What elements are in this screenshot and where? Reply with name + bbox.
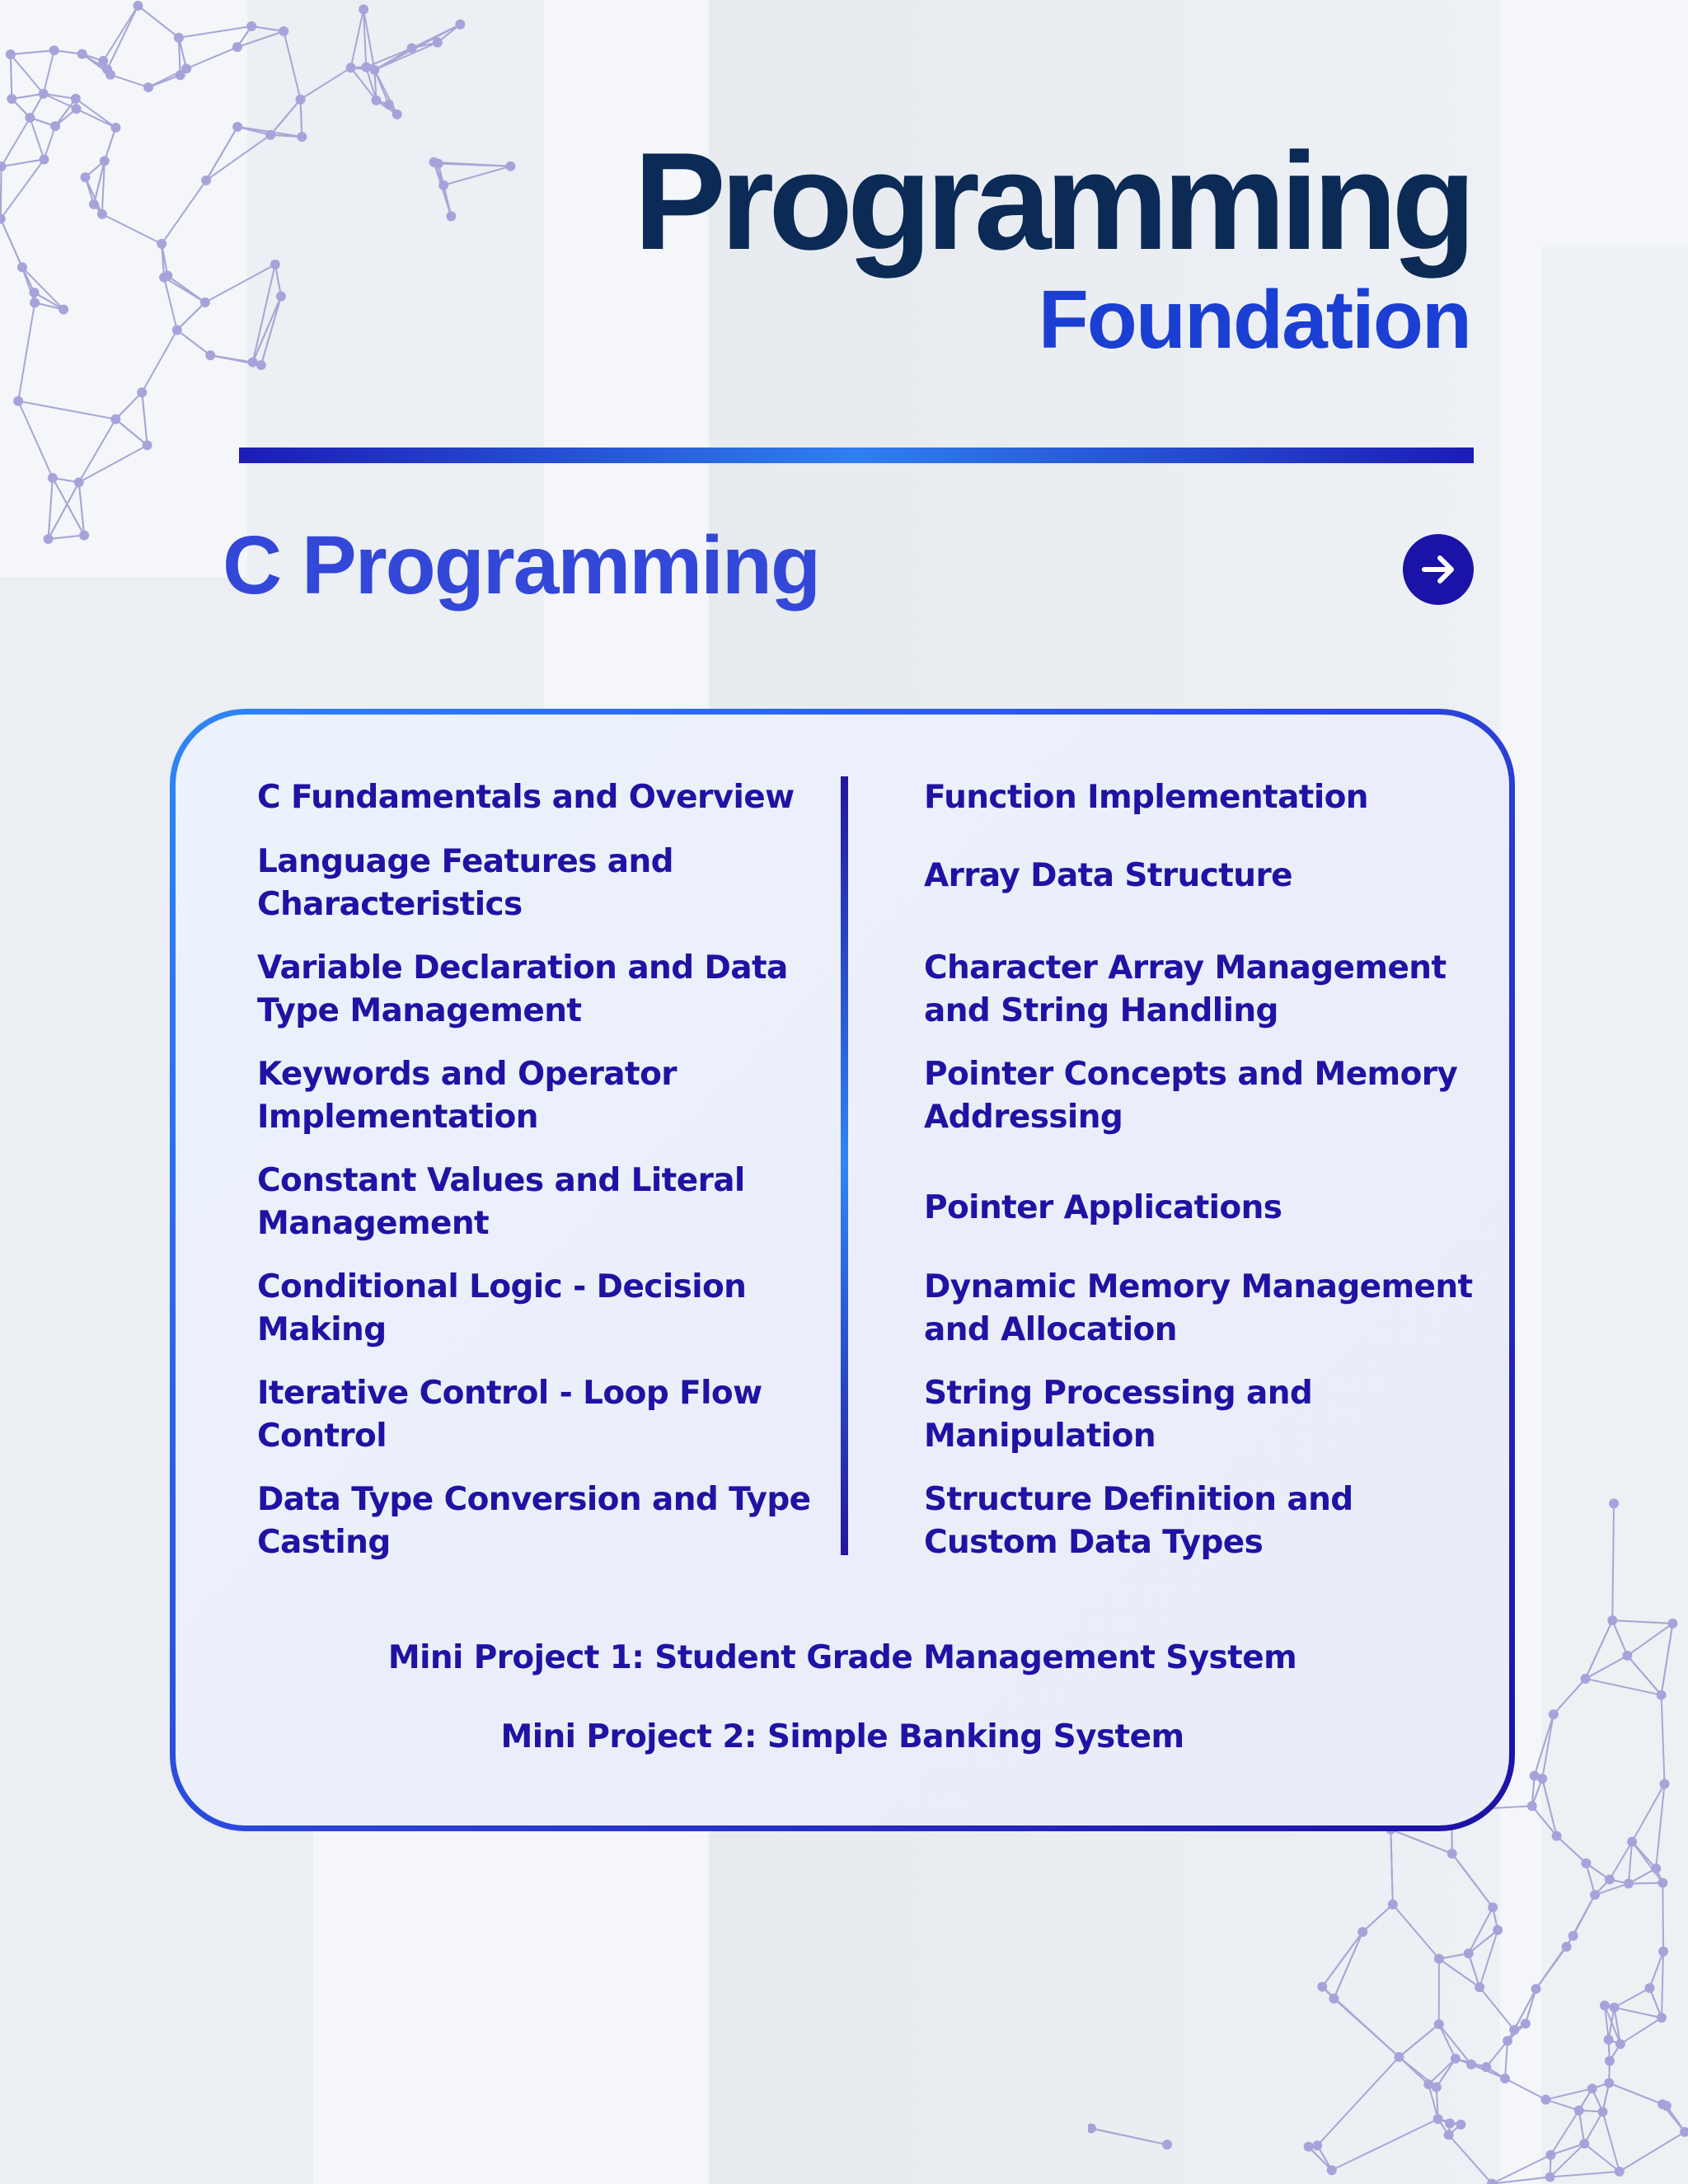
network-line (76, 99, 116, 128)
network-line (179, 26, 251, 38)
topic-item: Pointer Applications (924, 1189, 1282, 1226)
network-line (1632, 1842, 1656, 1868)
network-node (1627, 1837, 1637, 1847)
network-line (284, 31, 300, 100)
network-line (1614, 2008, 1662, 2018)
network-node (1312, 2140, 1322, 2150)
network-line (11, 50, 54, 54)
network-node (296, 95, 306, 105)
network-node (1609, 1498, 1619, 1508)
network-node (1317, 1982, 1327, 1992)
network-line (351, 9, 364, 68)
network-line (1505, 2079, 1545, 2100)
network-node (392, 110, 402, 120)
network-line (107, 6, 138, 69)
network-line (115, 392, 142, 419)
topic-item: Dynamic Memory Management and Allocation (924, 1268, 1473, 1348)
network-node (1598, 2107, 1608, 2116)
network-node (1464, 1948, 1474, 1958)
network-node (30, 298, 40, 307)
network-node (39, 89, 49, 99)
network-node (0, 214, 6, 224)
network-node (1590, 1890, 1600, 1900)
network-node (1433, 2114, 1443, 2124)
network-node (79, 530, 89, 540)
network-node (13, 396, 23, 406)
network-line (1, 159, 45, 218)
network-node (1545, 2150, 1555, 2160)
network-node (1088, 2124, 1096, 2134)
network-node (137, 387, 147, 397)
topic-item: Keywords and Operator Implementation (257, 1056, 677, 1136)
page-title: Programming (633, 124, 1470, 279)
network-node (1445, 2118, 1455, 2128)
network-node (100, 156, 110, 166)
network-line (1584, 2144, 1620, 2172)
network-line (18, 401, 53, 478)
network-node (1509, 2025, 1519, 2035)
network-line (1579, 2111, 1585, 2144)
network-line (301, 100, 302, 137)
network-node (369, 65, 379, 75)
network-line (138, 6, 178, 38)
network-line (1620, 2132, 1685, 2172)
network-line (164, 278, 177, 330)
network-node (1434, 1954, 1444, 1964)
network-line (1554, 1679, 1586, 1714)
network-line (1550, 2172, 1620, 2177)
network-line (11, 54, 44, 94)
network-line (270, 100, 300, 135)
column-divider (841, 776, 848, 1555)
network-node (1493, 1925, 1503, 1935)
network-line (1, 166, 2, 219)
network-node (1579, 2139, 1589, 2149)
network-node (40, 154, 49, 164)
network-line (1536, 1947, 1567, 1989)
network-line (45, 126, 56, 159)
network-line (2, 159, 45, 166)
network-node (265, 130, 275, 140)
network-node (1568, 1931, 1578, 1941)
network-line (1627, 1624, 1672, 1656)
network-line (30, 118, 44, 160)
network-line (1486, 2041, 1507, 2067)
network-node (1644, 1983, 1654, 1993)
network-line (22, 267, 63, 309)
network-line (1586, 1656, 1628, 1679)
network-line (1609, 2083, 1662, 2104)
topic-item: Data Type Conversion and Type Casting (257, 1481, 811, 1561)
network-node (174, 33, 184, 43)
network-node (1607, 1615, 1617, 1625)
network-line (1, 219, 22, 268)
network-node (1667, 1619, 1677, 1629)
network-node (1423, 2079, 1433, 2089)
network-node (248, 358, 258, 368)
network-node (143, 440, 152, 450)
network-node (1657, 1690, 1667, 1700)
network-node (1531, 1984, 1541, 1994)
network-line (1545, 2100, 1578, 2111)
network-node (1562, 1942, 1572, 1952)
network-node (1604, 2078, 1614, 2088)
network-line (177, 330, 210, 355)
network-line (1469, 1907, 1493, 1953)
network-node (433, 38, 443, 48)
network-line (2, 118, 30, 166)
network-node (77, 49, 87, 59)
network-node (446, 211, 456, 221)
network-node (1574, 2106, 1584, 2116)
network-node (1658, 1878, 1667, 1888)
network-node (25, 113, 35, 123)
network-node (297, 132, 307, 142)
network-line (1362, 1905, 1393, 1932)
network-node (1651, 1863, 1661, 1873)
network-node (30, 288, 40, 298)
page-subtitle: Foundation (1038, 274, 1470, 366)
topic-item: Pointer Concepts and Memory Addressing (924, 1056, 1458, 1136)
network-line (1469, 1953, 1479, 1987)
topic-item: Function Implementation (924, 779, 1368, 816)
network-node (1624, 1878, 1634, 1888)
network-node (1481, 2062, 1491, 2072)
topic-item: String Processing and Manipulation (924, 1375, 1313, 1455)
network-node (1660, 1779, 1670, 1789)
network-node (256, 360, 266, 370)
network-node (0, 162, 7, 171)
network-line (167, 276, 205, 302)
topic-item: Iterative Control - Loop Flow Control (257, 1375, 762, 1455)
header-divider (239, 448, 1474, 463)
network-line (1449, 2135, 1492, 2183)
network-node (1456, 2120, 1465, 2130)
network-node (1605, 2056, 1615, 2066)
network-node (371, 96, 381, 105)
network-line (110, 75, 148, 87)
network-line (443, 166, 510, 185)
network-line (44, 50, 54, 94)
network-line (1428, 2059, 1456, 2084)
network-line (76, 109, 115, 128)
network-line (206, 135, 270, 180)
arrow-right-icon (1418, 549, 1459, 590)
network-line (1573, 1895, 1595, 1936)
network-line (186, 47, 237, 68)
network-node (232, 42, 242, 52)
network-node (407, 43, 417, 53)
network-line (1612, 1503, 1614, 1620)
network-node (276, 292, 286, 302)
network-node (1587, 2083, 1597, 2093)
network-node (1304, 2142, 1314, 2152)
network-node (1615, 2167, 1625, 2177)
network-line (261, 297, 281, 365)
network-node (1521, 2018, 1531, 2028)
network-line (1492, 2155, 1550, 2184)
network-line (374, 43, 437, 70)
network-node (1444, 2130, 1454, 2139)
network-line (1557, 1836, 1587, 1863)
network-node (1488, 1902, 1498, 1912)
network-node (246, 21, 256, 31)
mini-project-1: Mini Project 1: Student Grade Management System (387, 1639, 1297, 1676)
network-decoration-top-left (0, 0, 643, 725)
network-node (1434, 2019, 1444, 2029)
topic-item: Conditional Logic - Decision Making (257, 1268, 747, 1348)
network-node (1447, 1849, 1457, 1858)
network-node (1500, 2074, 1510, 2083)
network-node (1475, 1982, 1484, 1992)
mini-project-2: Mini Project 2: Simple Banking System (500, 1718, 1184, 1755)
network-node (157, 239, 166, 249)
network-node (1540, 2095, 1550, 2105)
network-node (1503, 2036, 1512, 2046)
network-node (455, 20, 465, 30)
network-node (1609, 2003, 1619, 2013)
network-line (18, 302, 35, 401)
network-line (115, 419, 147, 446)
network-node (133, 1, 143, 11)
network-line (1332, 2119, 1438, 2170)
network-line (1662, 1695, 1665, 1784)
network-node (1615, 2039, 1625, 2049)
network-line (1649, 1952, 1663, 1988)
section-title: C Programming (223, 519, 820, 612)
network-node (505, 162, 515, 171)
network-line (1586, 1620, 1613, 1679)
network-node (346, 63, 356, 73)
network-line (1584, 2111, 1602, 2144)
topic-item: Structure Definition and Custom Data Types (924, 1481, 1353, 1561)
network-line (1479, 1930, 1498, 1987)
network-node (1357, 1927, 1367, 1937)
topic-item: Variable Declaration and Data Type Management (257, 949, 788, 1029)
network-node (162, 271, 172, 281)
network-line (1550, 2111, 1578, 2155)
network-node (110, 415, 120, 424)
network-node (71, 104, 81, 114)
network-node (205, 350, 215, 360)
network-line (301, 68, 351, 99)
network-node (50, 121, 60, 131)
network-node (71, 94, 81, 104)
network-line (237, 31, 284, 47)
network-line (1603, 2111, 1620, 2171)
network-line (142, 392, 147, 445)
network-line (1390, 1830, 1451, 1854)
network-line (205, 265, 275, 302)
network-line (1505, 2041, 1507, 2079)
network-line (1662, 1624, 1673, 1695)
network-node (1530, 1771, 1540, 1781)
network-line (1492, 2177, 1550, 2184)
network-line (142, 330, 177, 392)
network-line (1629, 1883, 1662, 1884)
network-line (1399, 2024, 1438, 2057)
network-node (1466, 2060, 1476, 2069)
network-node (1394, 2052, 1404, 2062)
network-node (1600, 2000, 1610, 2010)
network-line (1091, 2129, 1167, 2145)
network-line (1393, 1905, 1439, 1959)
network-line (210, 355, 252, 362)
network-node (429, 157, 439, 167)
network-node (270, 260, 280, 269)
topic-item: Character Array Management and String Handling (924, 949, 1447, 1029)
network-line (1612, 1620, 1672, 1624)
network-line (103, 6, 138, 61)
network-node (7, 94, 16, 104)
network-node (143, 82, 153, 92)
network-line (18, 401, 115, 419)
network-node (59, 304, 68, 314)
network-line (1614, 1988, 1649, 2008)
network-line (49, 482, 79, 539)
network-line (1317, 2057, 1399, 2145)
topic-item: Array Data Structure (924, 857, 1292, 894)
topic-item: Language Features and Characteristics (257, 843, 673, 923)
network-node (1622, 1651, 1632, 1661)
network-node (1549, 1709, 1559, 1719)
network-node (97, 209, 107, 219)
network-line (1662, 1883, 1663, 1952)
network-line (253, 297, 281, 363)
network-node (1604, 2035, 1614, 2045)
network-node (1451, 2054, 1461, 2064)
network-line (1334, 1999, 1399, 2057)
network-node (98, 56, 108, 66)
network-node (110, 123, 120, 133)
network-line (1390, 1830, 1392, 1905)
network-node (172, 325, 182, 335)
network-node (106, 70, 115, 80)
network-line (1545, 2088, 1592, 2099)
network-node (1327, 2165, 1337, 2175)
topic-item: C Fundamentals and Overview (257, 779, 795, 816)
network-node (17, 262, 27, 272)
network-line (49, 535, 85, 539)
network-line (1479, 1987, 1514, 2030)
network-node (89, 199, 99, 209)
network-node (232, 122, 242, 132)
network-node (44, 534, 54, 544)
network-line (105, 128, 116, 161)
network-node (1388, 1900, 1398, 1910)
network-line (1452, 1854, 1493, 1907)
network-line (11, 54, 12, 99)
network-line (49, 478, 53, 539)
network-node (48, 473, 58, 483)
network-node (200, 298, 210, 307)
network-node (49, 45, 59, 55)
network-line (177, 302, 205, 330)
next-button[interactable] (1403, 534, 1474, 605)
network-node (1658, 1947, 1668, 1957)
network-node (1658, 2099, 1667, 2109)
network-node (1545, 2172, 1555, 2182)
network-node (384, 100, 394, 110)
network-node (1329, 1994, 1339, 2004)
network-node (6, 49, 16, 59)
network-line (162, 180, 206, 244)
network-node (1657, 2013, 1667, 2022)
network-node (74, 477, 84, 487)
network-node (359, 4, 368, 14)
network-line (1439, 1959, 1479, 1988)
network-node (80, 172, 90, 182)
network-node (1581, 1858, 1591, 1868)
network-node (181, 63, 191, 73)
network-line (102, 214, 162, 244)
network-line (1620, 2018, 1662, 2044)
topic-item: Constant Values and Literal Management (257, 1162, 745, 1242)
network-node (438, 180, 448, 190)
network-line (1662, 1952, 1663, 2018)
network-node (279, 26, 288, 36)
network-node (1162, 2139, 1172, 2149)
network-node (1605, 1875, 1615, 1885)
network-node (361, 62, 371, 72)
network-node (201, 176, 211, 185)
network-node (1527, 1801, 1537, 1811)
network-node (1581, 1674, 1591, 1684)
network-line (253, 265, 275, 363)
network-line (1612, 1620, 1627, 1656)
network-line (206, 127, 237, 180)
network-node (1552, 1831, 1562, 1841)
